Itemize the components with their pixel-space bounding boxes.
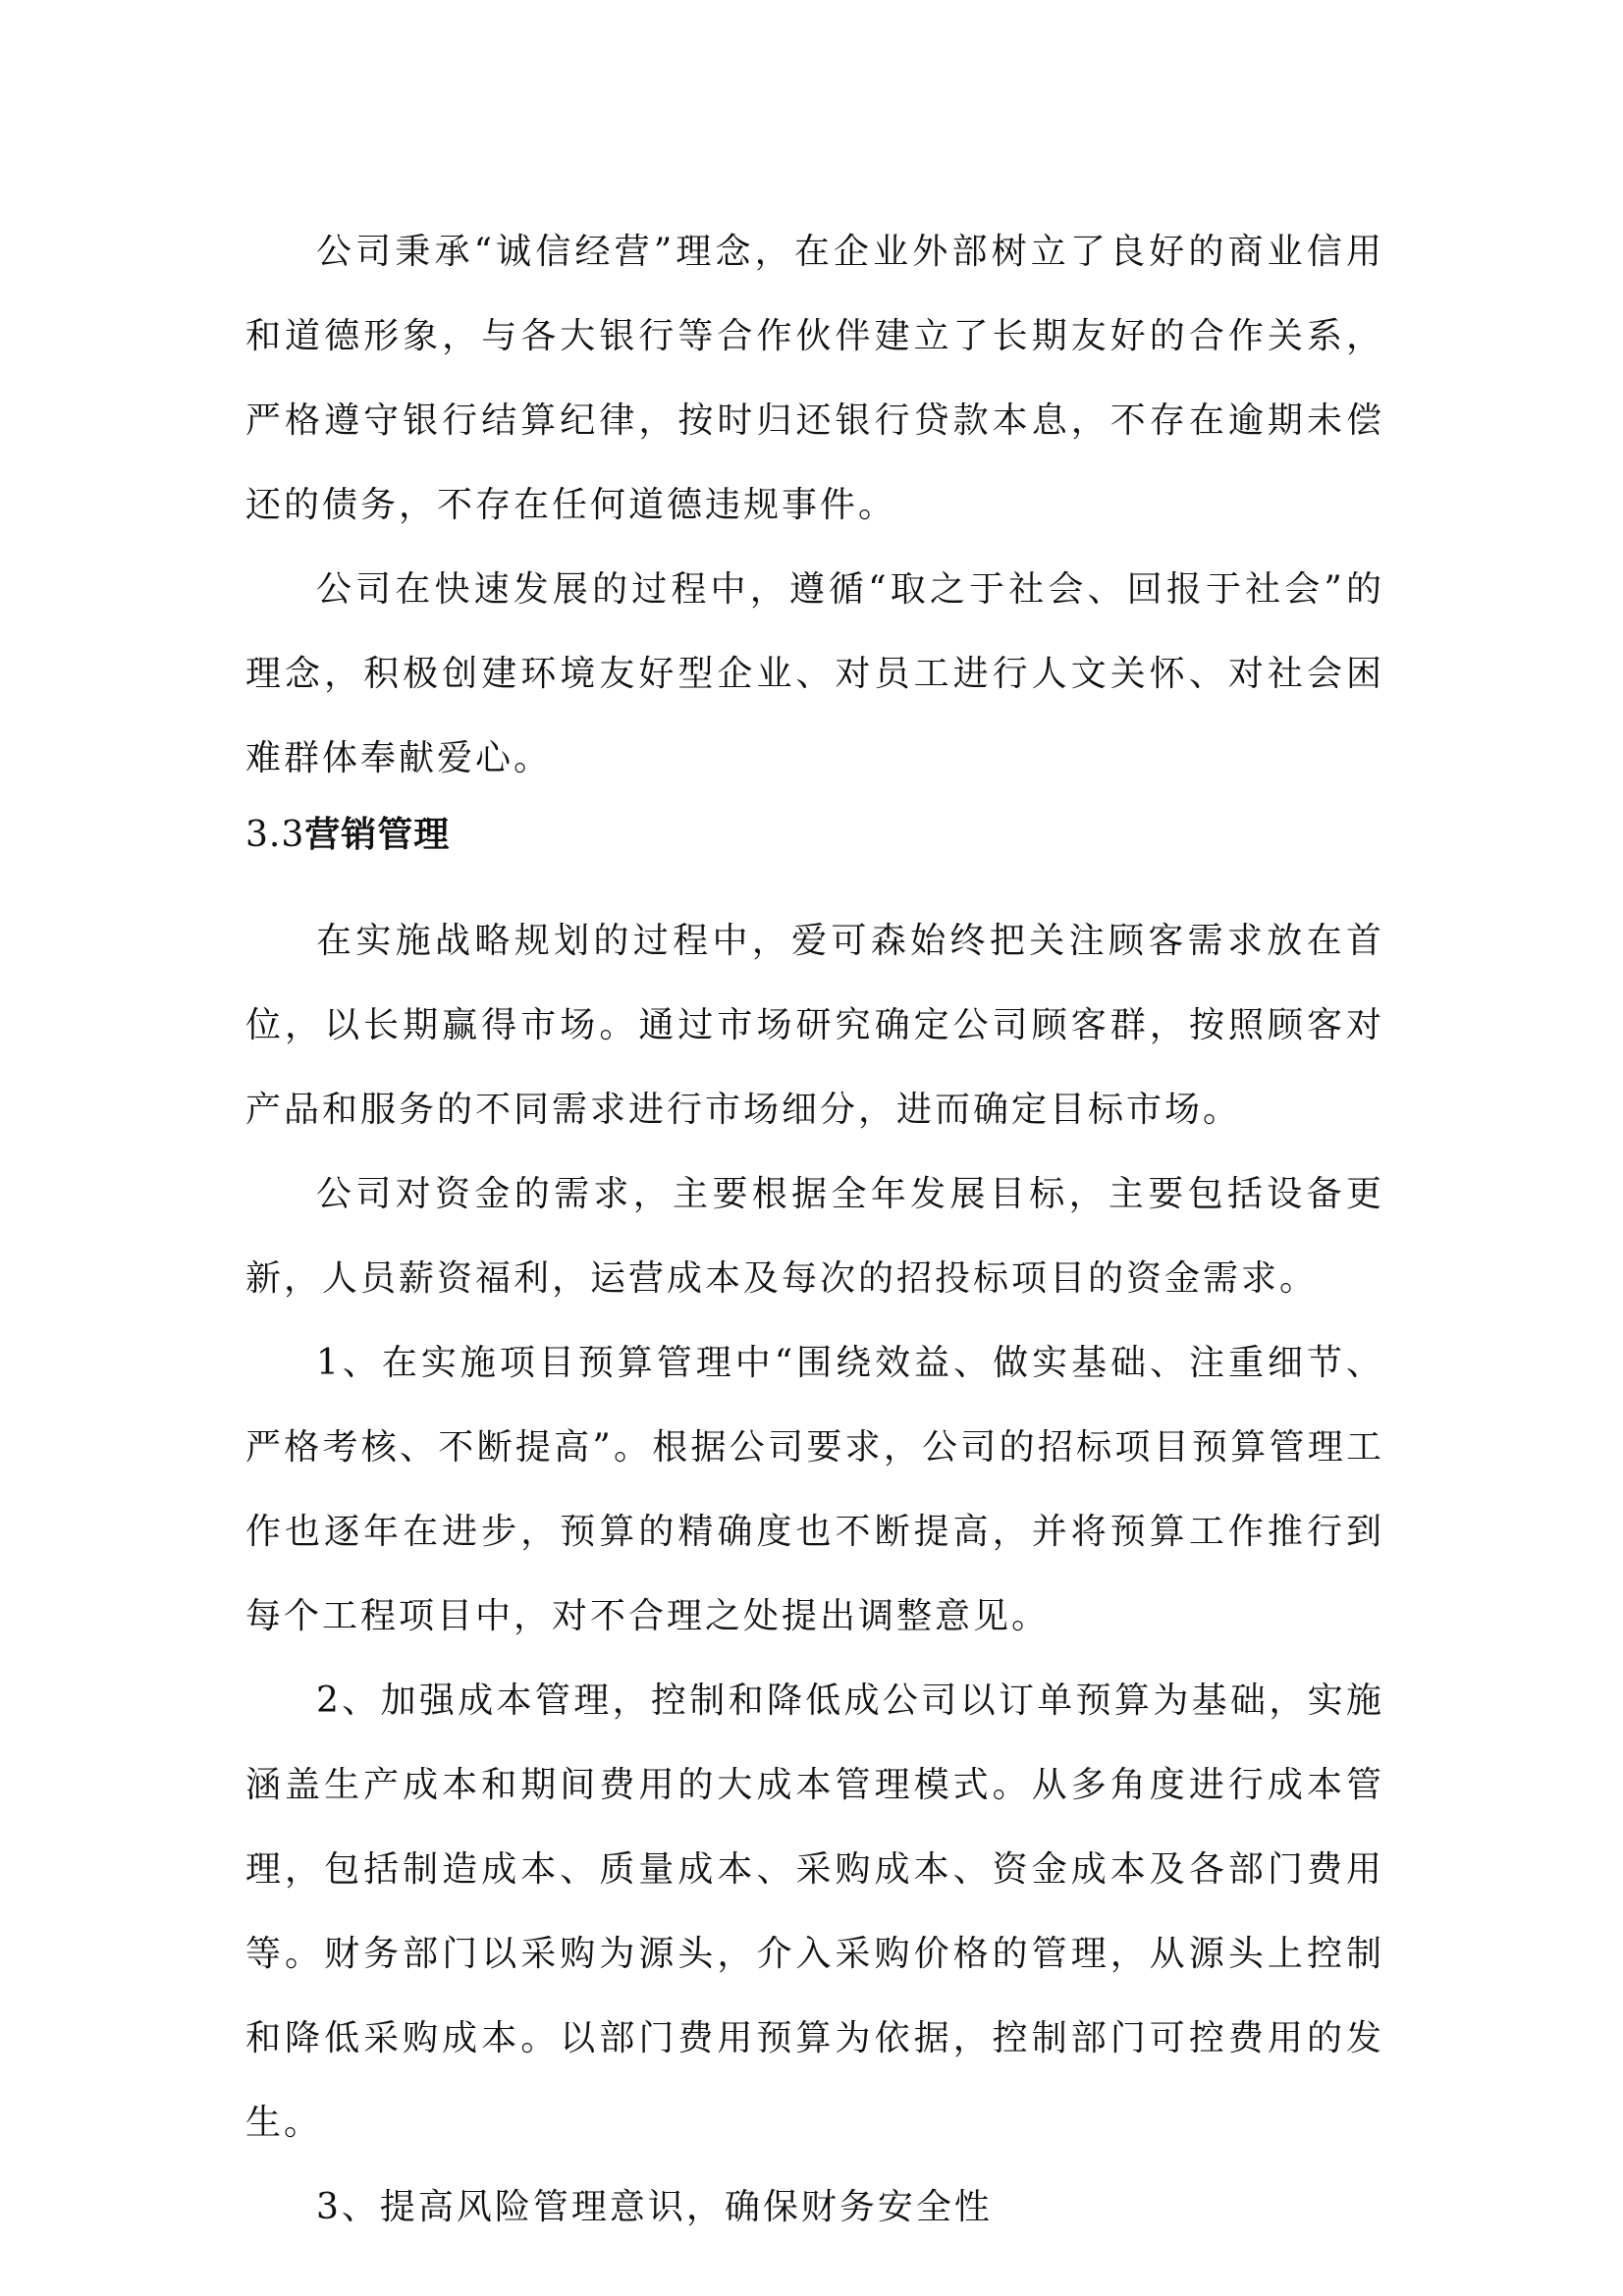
list-item-cost-management: 2、加强成本管理，控制和降低成公司以订单预算为基础，实施涵盖生产成本和期间费用的大成本管理模式。从多角度进行成本管理，包括制造成本、质量成本、采购成本、资金成本及各部门费用等。财务部门以采购为源头，介入采购价格的管理，从源头上控制和降低采购成本。以部门费用预算为依据，控制部门可控费用的发生。: [245, 1681, 1384, 2143]
section-title: 营销管理: [304, 815, 451, 855]
list-item-budget-management: 1、在实施项目预算管理中“围绕效益、做实基础、注重细节、严格考核、不断提高”。根据公司要求，公司的招标项目预算管理工作也逐年在进步，预算的精确度也不断提高，并将预算工作推行到每个工程项目中，对不合理之处提出调整意见。: [245, 1343, 1384, 1636]
list-item-risk-management: 3、提高风险管理意识，确保财务安全性: [316, 2187, 993, 2227]
page-content: [245, 210, 1384, 2250]
section-number: 3.3: [245, 815, 305, 855]
paragraph-social-responsibility: 公司在快速发展的过程中，遵循“取之于社会、回报于社会”的理念，积极创建环境友好型企业、对员工进行人文关怀、对社会困难群体奉献爱心。: [245, 569, 1384, 778]
paragraph-capital-needs: 公司对资金的需求，主要根据全年发展目标，主要包括设备更新，人员薪资福利，运营成本及每次的招投标项目的资金需求。: [245, 1174, 1384, 1299]
paragraph-marketing-strategy: 在实施战略规划的过程中，爱可森始终把关注顾客需求放在首位，以长期赢得市场。通过市场研究确定公司顾客群，按照顾客对产品和服务的不同需求进行市场细分，进而确定目标市场。: [245, 921, 1384, 1130]
paragraph-business-credit: 公司秉承“诚信经营”理念，在企业外部树立了良好的商业信用和道德形象，与各大银行等合作伙伴建立了长期友好的合作关系，严格遵守银行结算纪律，按时归还银行贷款本息，不存在逾期未偿还的债务，不存在任何道德违规事件。: [245, 232, 1384, 525]
section-heading: [245, 801, 1384, 899]
